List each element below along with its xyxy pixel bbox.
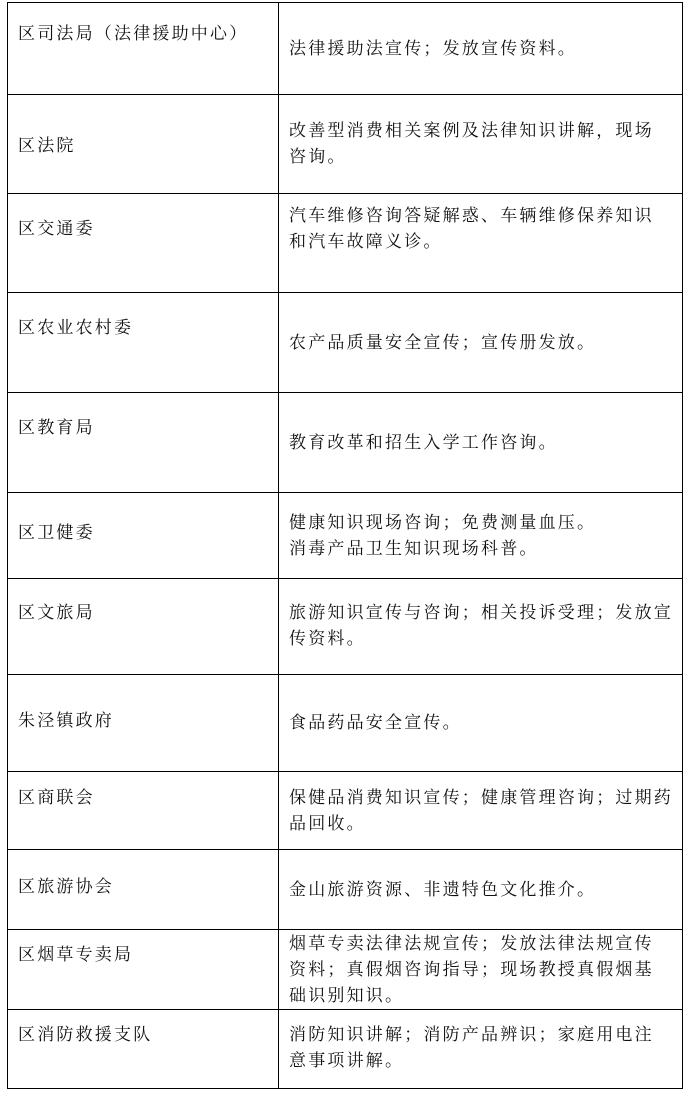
table-row — [8, 95, 683, 194]
content-cell — [279, 772, 683, 850]
table-row — [8, 675, 683, 772]
department-name: 区农业农村委 — [18, 318, 134, 338]
content-line: 品回收。 — [289, 814, 366, 834]
content-cell — [279, 393, 683, 493]
content-cell — [279, 194, 683, 293]
content-cell — [279, 293, 683, 393]
content-cell — [279, 3, 683, 95]
department-cell — [8, 95, 279, 194]
content-cell — [279, 930, 683, 1010]
department-cell — [8, 675, 279, 772]
table-row — [8, 1010, 683, 1089]
content-line: 法律援助法宣传；发放宣传资料。 — [289, 38, 577, 59]
table-row — [8, 930, 683, 1010]
content-cell — [279, 95, 683, 194]
content-cell — [279, 493, 683, 579]
content-line: 传资料。 — [289, 629, 366, 649]
department-name: 区交通委 — [18, 219, 95, 239]
department-cell — [8, 493, 279, 579]
department-name: 区文旅局 — [18, 603, 95, 623]
content-line: 金山旅游资源、非遗特色文化推介。 — [289, 879, 597, 900]
content-line: 消防知识讲解；消防产品辨识；家庭用电注 — [289, 1025, 654, 1045]
table-row — [8, 850, 683, 930]
department-activity-table — [7, 2, 683, 1089]
department-cell — [8, 393, 279, 493]
table-row — [8, 579, 683, 675]
content-line: 农产品质量安全宣传；宣传册发放。 — [289, 332, 597, 353]
content-cell — [279, 850, 683, 930]
content-line: 资料；真假烟咨询指导；现场教授真假烟基 — [289, 959, 654, 980]
department-name: 朱泾镇政府 — [18, 711, 114, 731]
table-row — [8, 3, 683, 95]
department-name: 区教育局 — [18, 418, 95, 438]
table-row — [8, 194, 683, 293]
content-line: 意事项讲解。 — [289, 1051, 405, 1071]
department-cell — [8, 772, 279, 850]
content-cell — [279, 675, 683, 772]
department-cell — [8, 579, 279, 675]
department-name: 区商联会 — [18, 788, 95, 808]
content-line: 消毒产品卫生知识现场科普。 — [289, 538, 539, 559]
department-name: 区烟草专卖局 — [18, 945, 134, 965]
department-name: 区法院 — [18, 136, 76, 156]
content-line: 和汽车故障义诊。 — [289, 232, 443, 252]
content-line: 旅游知识宣传与咨询；相关投诉受理；发放宣 — [289, 603, 673, 623]
department-name: 区卫健委 — [18, 523, 95, 543]
content-line: 烟草专卖法律法规宣传；发放法律法规宣传 — [289, 933, 654, 954]
table-row — [8, 493, 683, 579]
department-name: 区司法局（法律援助中心） — [18, 24, 249, 44]
table-row — [8, 772, 683, 850]
table-row — [8, 393, 683, 493]
department-name: 区旅游协会 — [18, 877, 114, 897]
content-line: 础识别知识。 — [289, 985, 405, 1006]
content-line: 改善型消费相关案例及法律知识讲解，现场 — [289, 121, 654, 141]
table-row — [8, 293, 683, 393]
department-name: 区消防救援支队 — [18, 1025, 153, 1045]
content-cell — [279, 579, 683, 675]
content-line: 健康知识现场咨询；免费测量血压。 — [289, 512, 597, 533]
content-cell — [279, 1010, 683, 1089]
content-line: 汽车维修咨询答疑解惑、车辆维修保养知识 — [289, 206, 654, 226]
department-cell — [8, 293, 279, 393]
content-line: 食品药品安全宣传。 — [289, 713, 462, 733]
department-cell — [8, 1010, 279, 1089]
department-cell — [8, 3, 279, 95]
department-cell — [8, 850, 279, 930]
department-cell — [8, 194, 279, 293]
content-line: 咨询。 — [289, 147, 347, 167]
department-cell — [8, 930, 279, 1010]
content-line: 保健品消费知识宣传；健康管理咨询；过期药 — [289, 788, 673, 808]
content-line: 教育改革和招生入学工作咨询。 — [289, 432, 558, 453]
